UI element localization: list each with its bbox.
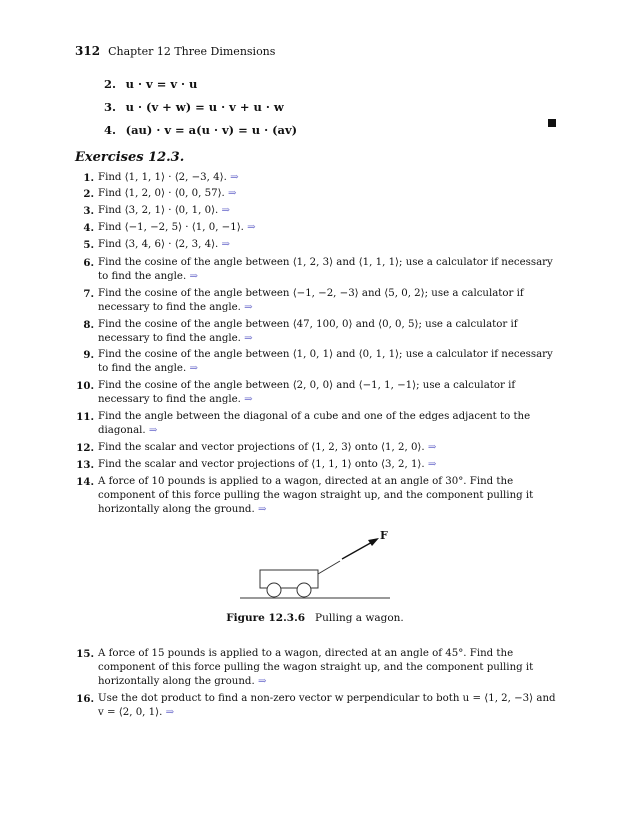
answer-link-arrow-icon[interactable]: ⇒ [165, 707, 175, 718]
exercise-item [75, 410, 557, 438]
exercise-number: 4. [83, 222, 94, 234]
figure-caption [0, 612, 630, 624]
answer-link-arrow-icon[interactable]: ⇒ [257, 504, 267, 515]
running-header [75, 44, 275, 58]
exercise-item [75, 238, 557, 252]
answer-link-arrow-icon[interactable]: ⇒ [189, 271, 198, 282]
exercise-number: 7. [83, 288, 94, 300]
wagon-wheel [297, 583, 311, 597]
exercise-number: 5. [83, 239, 94, 251]
exercise-text: Find the cosine of the angle between ⟨−1, −2, −3⟩ and ⟨5, 0, 2⟩; use a calculator if necessary to find the angle. [98, 288, 524, 313]
answer-link-arrow-icon[interactable]: ⇒ [427, 442, 437, 453]
exercise-text: Find ⟨−1, −2, 5⟩ · ⟨1, 0, −1⟩. [98, 222, 244, 233]
force-label: F [380, 529, 388, 542]
exercise-number: 3. [83, 205, 94, 217]
property-number: 3. [104, 100, 117, 114]
exercise-text: Find ⟨3, 4, 6⟩ · ⟨2, 3, 4⟩. [98, 239, 219, 250]
answer-link-arrow-icon[interactable]: ⇒ [244, 333, 253, 344]
exercise-item [75, 475, 557, 517]
exercise-text: Find the scalar and vector projections of ⟨1, 2, 3⟩ onto ⟨1, 2, 0⟩. [98, 442, 425, 453]
property-number: 4. [104, 123, 117, 137]
exercise-number: 1. [83, 172, 94, 184]
answer-link-arrow-icon[interactable]: ⇒ [230, 172, 239, 183]
answer-link-arrow-icon[interactable]: ⇒ [244, 394, 253, 405]
exercise-text: Find the angle between the diagonal of a cube and one of the edges adjacent to the diagonal. [98, 411, 531, 436]
property-number: 2. [104, 77, 117, 91]
exercise-number: 15. [76, 648, 94, 660]
exercise-number: 6. [83, 257, 94, 269]
property-text: u · v = v · u [125, 77, 198, 91]
exercise-number: 2. [83, 188, 94, 200]
answer-link-arrow-icon[interactable]: ⇒ [148, 425, 158, 436]
exercise-item [75, 348, 557, 376]
answer-link-arrow-icon[interactable]: ⇒ [221, 239, 231, 250]
exercise-item [75, 458, 557, 472]
wagon-wheel [267, 583, 281, 597]
exercise-text: A force of 15 pounds is applied to a wagon, directed at an angle of 45°. Find the component of this force pulling the wagon straight up, and the component pulling it horizontally along the ground. [98, 648, 534, 687]
exercise-item [75, 187, 557, 201]
exercise-text: Find the scalar and vector projections of ⟨1, 1, 1⟩ onto ⟨3, 2, 1⟩. [98, 459, 425, 470]
exercise-item [75, 204, 557, 218]
exercises-heading: Exercises 12.3. [75, 150, 185, 165]
exercise-item [75, 256, 557, 284]
force-vector-arrow [342, 541, 374, 559]
wagon-handle [318, 561, 340, 574]
exercise-item [75, 171, 557, 185]
answer-link-arrow-icon[interactable]: ⇒ [247, 222, 256, 233]
exercise-text: Find ⟨3, 2, 1⟩ · ⟨0, 1, 0⟩. [98, 205, 219, 216]
exercise-item [75, 318, 557, 346]
exercise-item [75, 287, 557, 315]
dot-product-properties [104, 73, 559, 142]
answer-link-arrow-icon[interactable]: ⇒ [244, 302, 253, 313]
exercise-item [75, 379, 557, 407]
exercise-text: Use the dot product to find a non-zero vector w perpendicular to both u = ⟨1, 2, −3⟩ and v = ⟨2, 0, 1⟩. [98, 693, 556, 718]
exercise-number: 16. [76, 693, 94, 705]
exercise-text: Find the cosine of the angle between ⟨2, 0, 0⟩ and ⟨−1, 1, −1⟩; use a calculator if necessary to find the angle. [98, 380, 516, 405]
answer-link-arrow-icon[interactable]: ⇒ [228, 188, 237, 199]
exercise-item [75, 441, 557, 455]
exercise-text: Find ⟨1, 2, 0⟩ · ⟨0, 0, 57⟩. [98, 188, 225, 199]
exercise-number: 8. [83, 319, 94, 331]
figure-number: Figure 12.3.6 [226, 612, 306, 624]
end-of-proof-icon [548, 119, 556, 127]
property-item [104, 96, 559, 119]
force-vector-arrowhead-icon [368, 538, 379, 546]
exercise-item [75, 647, 557, 689]
property-text: (au) · v = a(u · v) = u · (av) [125, 123, 298, 137]
figure-caption-text: Pulling a wagon. [315, 612, 404, 624]
exercise-number: 13. [76, 459, 94, 471]
exercise-text: Find ⟨1, 1, 1⟩ · ⟨2, −3, 4⟩. [98, 172, 227, 183]
exercise-number: 14. [76, 476, 94, 488]
exercise-number: 12. [76, 442, 94, 454]
answer-link-arrow-icon[interactable]: ⇒ [257, 676, 267, 687]
exercise-item [75, 221, 557, 235]
answer-link-arrow-icon[interactable]: ⇒ [189, 363, 198, 374]
page-number: 312 [75, 44, 101, 58]
exercise-number: 10. [76, 380, 94, 392]
property-item [104, 73, 559, 96]
exercise-text: Find the cosine of the angle between ⟨47, 100, 0⟩ and ⟨0, 0, 5⟩; use a calculator if necessary to find the angle. [98, 319, 518, 344]
exercise-text: A force of 10 pounds is applied to a wagon, directed at an angle of 30°. Find the component of this force pulling the wagon straight up, and the component pulling it horizontally along the ground. [98, 476, 534, 515]
wagon-figure [240, 524, 390, 602]
exercise-number: 11. [76, 411, 94, 423]
exercise-number: 9. [83, 349, 94, 361]
answer-link-arrow-icon[interactable]: ⇒ [221, 205, 231, 216]
exercise-text: Find the cosine of the angle between ⟨1, 2, 3⟩ and ⟨1, 1, 1⟩; use a calculator if necessary to find the angle. [98, 257, 553, 282]
chapter-title: Chapter 12 Three Dimensions [108, 45, 276, 58]
exercise-item [75, 692, 557, 720]
property-item [104, 119, 559, 142]
answer-link-arrow-icon[interactable]: ⇒ [427, 459, 437, 470]
exercise-text: Find the cosine of the angle between ⟨1, 0, 1⟩ and ⟨0, 1, 1⟩; use a calculator if necessary to find the angle. [98, 349, 553, 374]
property-text: u · (v + w) = u · v + u · w [125, 100, 284, 114]
